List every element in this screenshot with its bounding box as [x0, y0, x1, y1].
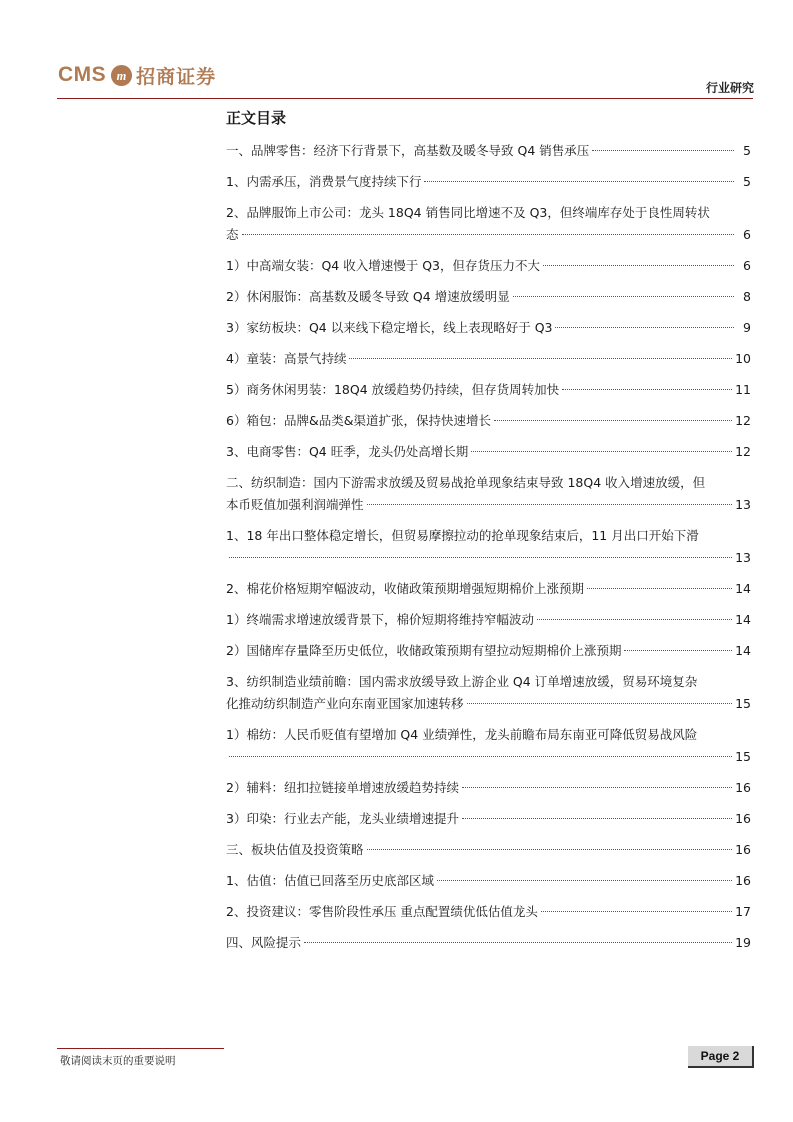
toc-entry[interactable]	[226, 578, 751, 600]
toc-entry[interactable]	[226, 348, 751, 370]
toc-entry-line	[226, 901, 751, 923]
toc-page-number: 12	[735, 413, 751, 428]
toc-entry-line	[226, 808, 751, 830]
toc-page-number: 13	[735, 497, 751, 512]
toc-entry[interactable]	[226, 870, 751, 892]
toc-entry[interactable]	[226, 671, 751, 715]
toc-entry-line	[226, 671, 751, 693]
toc-leader-dots	[513, 295, 734, 297]
toc-leader-dots	[471, 450, 732, 452]
toc-page-number: 13	[735, 550, 751, 565]
toc-entry[interactable]	[226, 609, 751, 631]
toc-leader-dots	[367, 848, 733, 850]
toc-entry-text: 化推动纺织制造产业向东南亚国家加速转移	[226, 696, 464, 711]
toc-leader-dots	[462, 786, 732, 788]
toc-leader-dots	[367, 503, 733, 505]
toc-entry-text: 四、风险提示	[226, 935, 302, 950]
toc-entry[interactable]	[226, 255, 751, 277]
toc-leader-dots	[537, 618, 732, 620]
company-logo	[58, 60, 216, 90]
toc-entry-text: 本币贬值加强利润端弹性	[226, 497, 364, 512]
toc-entry-line	[226, 224, 751, 246]
toc-leader-dots	[494, 419, 732, 421]
toc-entry-line	[226, 870, 751, 892]
toc-page-number: 14	[735, 612, 751, 627]
toc-entry[interactable]	[226, 932, 751, 954]
toc-entry-text: 3、电商零售：Q4 旺季，龙头仍处高增长期	[226, 444, 469, 459]
toc-entry-line	[226, 379, 751, 401]
toc-page-number: 16	[735, 873, 751, 888]
toc-leader-dots	[592, 149, 734, 151]
toc-entry[interactable]	[226, 777, 751, 799]
toc-leader-dots	[229, 556, 732, 558]
toc-entry[interactable]	[226, 140, 751, 162]
table-of-contents	[226, 140, 751, 963]
toc-page-number: 15	[735, 696, 751, 711]
toc-entry-line	[226, 441, 751, 463]
toc-entry-text: 三、板块估值及投资策略	[226, 842, 364, 857]
toc-entry-text: 2、棉花价格短期窄幅波动，收储政策预期增强短期棉价上涨预期	[226, 581, 584, 596]
toc-entry[interactable]	[226, 410, 751, 432]
toc-entry-line	[226, 494, 751, 516]
toc-page-number: 9	[743, 320, 751, 335]
footer-divider	[57, 1048, 224, 1049]
toc-leader-dots	[624, 649, 732, 651]
footer-disclaimer: 敬请阅读末页的重要说明	[60, 1055, 176, 1067]
toc-page-number: 15	[735, 749, 751, 764]
toc-entry-line	[226, 348, 751, 370]
toc-entry[interactable]	[226, 317, 751, 339]
toc-entry-text: 二、纺织制造：国内下游需求放缓及贸易战抢单现象结束导致 18Q4 收入增速放缓，但	[226, 475, 706, 490]
toc-page-number: 16	[735, 842, 751, 857]
toc-entry[interactable]	[226, 808, 751, 830]
toc-entry-line	[226, 578, 751, 600]
toc-leader-dots	[437, 879, 732, 881]
toc-entry-text: 2、品牌服饰上市公司：龙头 18Q4 销售同比增速不及 Q3，但终端库存处于良性周转状	[226, 205, 710, 220]
toc-entry[interactable]	[226, 640, 751, 662]
toc-page-number: 19	[735, 935, 751, 950]
toc-entry-line	[226, 472, 751, 494]
logo-cms-text: CMS	[58, 63, 107, 86]
toc-entry[interactable]	[226, 724, 751, 768]
toc-entry-line	[226, 640, 751, 662]
toc-entry-line	[226, 286, 751, 308]
toc-page-number: 5	[743, 174, 751, 189]
toc-entry-line	[226, 410, 751, 432]
toc-entry[interactable]	[226, 901, 751, 923]
toc-entry-text: 1）中高端女装：Q4 收入增速慢于 Q3，但存货压力不大	[226, 258, 540, 273]
toc-page-number: 5	[743, 143, 751, 158]
page-number-label: Page 2	[700, 1049, 740, 1063]
toc-entry-line	[226, 525, 751, 547]
toc-entry-text: 1）终端需求增速放缓背景下，棉价短期将维持窄幅波动	[226, 612, 534, 627]
toc-entry-text: 2）休闲服饰：高基数及暖冬导致 Q4 增速放缓明显	[226, 289, 510, 304]
toc-leader-dots	[462, 817, 732, 819]
toc-leader-dots	[587, 587, 732, 589]
toc-leader-dots	[304, 941, 732, 943]
toc-entry[interactable]	[226, 202, 751, 246]
toc-leader-dots	[543, 264, 734, 266]
toc-entry-text: 3、纺织制造业绩前瞻：国内需求放缓导致上游企业 Q4 订单增速放缓，贸易环境复杂	[226, 674, 698, 689]
toc-entry-text: 4）童装：高景气持续	[226, 351, 347, 366]
toc-title: 正文目录	[226, 109, 287, 127]
toc-entry-line	[226, 746, 751, 768]
toc-leader-dots	[349, 357, 732, 359]
toc-leader-dots	[424, 180, 734, 182]
toc-entry-line	[226, 609, 751, 631]
toc-entry-text: 3）家纺板块：Q4 以来线下稳定增长，线上表现略好于 Q3	[226, 320, 553, 335]
toc-entry-text: 1、18 年出口整体稳定增长，但贸易摩擦拉动的抢单现象结束后，11 月出口开始下滑	[226, 528, 699, 543]
toc-page-number: 17	[735, 904, 751, 919]
toc-entry-line	[226, 317, 751, 339]
toc-entry[interactable]	[226, 525, 751, 569]
page-number-badge	[688, 1046, 754, 1068]
toc-entry-text: 3）印染：行业去产能，龙头业绩增速提升	[226, 811, 459, 826]
toc-entry-line	[226, 724, 751, 746]
toc-page-number: 11	[735, 382, 751, 397]
section-label: 行业研究	[705, 81, 754, 95]
toc-entry-line	[226, 140, 751, 162]
toc-page-number: 6	[743, 227, 751, 242]
logo-badge-icon	[110, 64, 133, 87]
toc-entry-text: 1、估值：估值已回落至历史底部区域	[226, 873, 434, 888]
toc-page-number: 16	[735, 780, 751, 795]
toc-leader-dots	[467, 702, 733, 704]
toc-page-number: 14	[735, 581, 751, 596]
logo-badge-letter: m	[116, 68, 127, 83]
toc-entry-text: 一、品牌零售：经济下行背景下，高基数及暖冬导致 Q4 销售承压	[226, 143, 590, 158]
toc-page-number: 12	[735, 444, 751, 459]
toc-entry-text: 5）商务休闲男装：18Q4 放缓趋势仍持续，但存货周转加快	[226, 382, 560, 397]
toc-entry[interactable]	[226, 441, 751, 463]
toc-entry-text: 态	[226, 227, 239, 242]
toc-leader-dots	[541, 910, 732, 912]
toc-leader-dots	[242, 233, 734, 235]
toc-entry[interactable]	[226, 286, 751, 308]
toc-entry-text: 2）国储库存量降至历史低位，收储政策预期有望拉动短期棉价上涨预期	[226, 643, 622, 658]
toc-leader-dots	[229, 755, 732, 757]
toc-entry-line	[226, 202, 751, 224]
toc-entry-line	[226, 839, 751, 861]
toc-entry-line	[226, 171, 751, 193]
logo-company-name: 招商证券	[136, 65, 217, 88]
toc-page-number: 10	[735, 351, 751, 366]
toc-entry[interactable]	[226, 171, 751, 193]
toc-entry-line	[226, 547, 751, 569]
toc-entry-line	[226, 255, 751, 277]
toc-page-number: 8	[743, 289, 751, 304]
header-divider	[57, 98, 753, 99]
toc-entry[interactable]	[226, 839, 751, 861]
toc-entry-text: 2、投资建议：零售阶段性承压 重点配置绩优低估值龙头	[226, 904, 538, 919]
toc-entry-line	[226, 777, 751, 799]
toc-entry[interactable]	[226, 472, 751, 516]
toc-entry-text: 1）棉纺：人民币贬值有望增加 Q4 业绩弹性，龙头前瞻布局东南亚可降低贸易战风险	[226, 727, 698, 742]
toc-leader-dots	[555, 326, 734, 328]
toc-entry[interactable]	[226, 379, 751, 401]
toc-entry-text: 6）箱包：品牌&品类&渠道扩张，保持快速增长	[226, 413, 491, 428]
toc-page-number: 16	[735, 811, 751, 826]
toc-entry-line	[226, 932, 751, 954]
toc-entry-text: 2）辅料：纽扣拉链接单增速放缓趋势持续	[226, 780, 459, 795]
toc-entry-line	[226, 693, 751, 715]
toc-entry-text: 1、内需承压，消费景气度持续下行	[226, 174, 422, 189]
toc-page-number: 14	[735, 643, 751, 658]
toc-leader-dots	[562, 388, 732, 390]
toc-page-number: 6	[743, 258, 751, 273]
